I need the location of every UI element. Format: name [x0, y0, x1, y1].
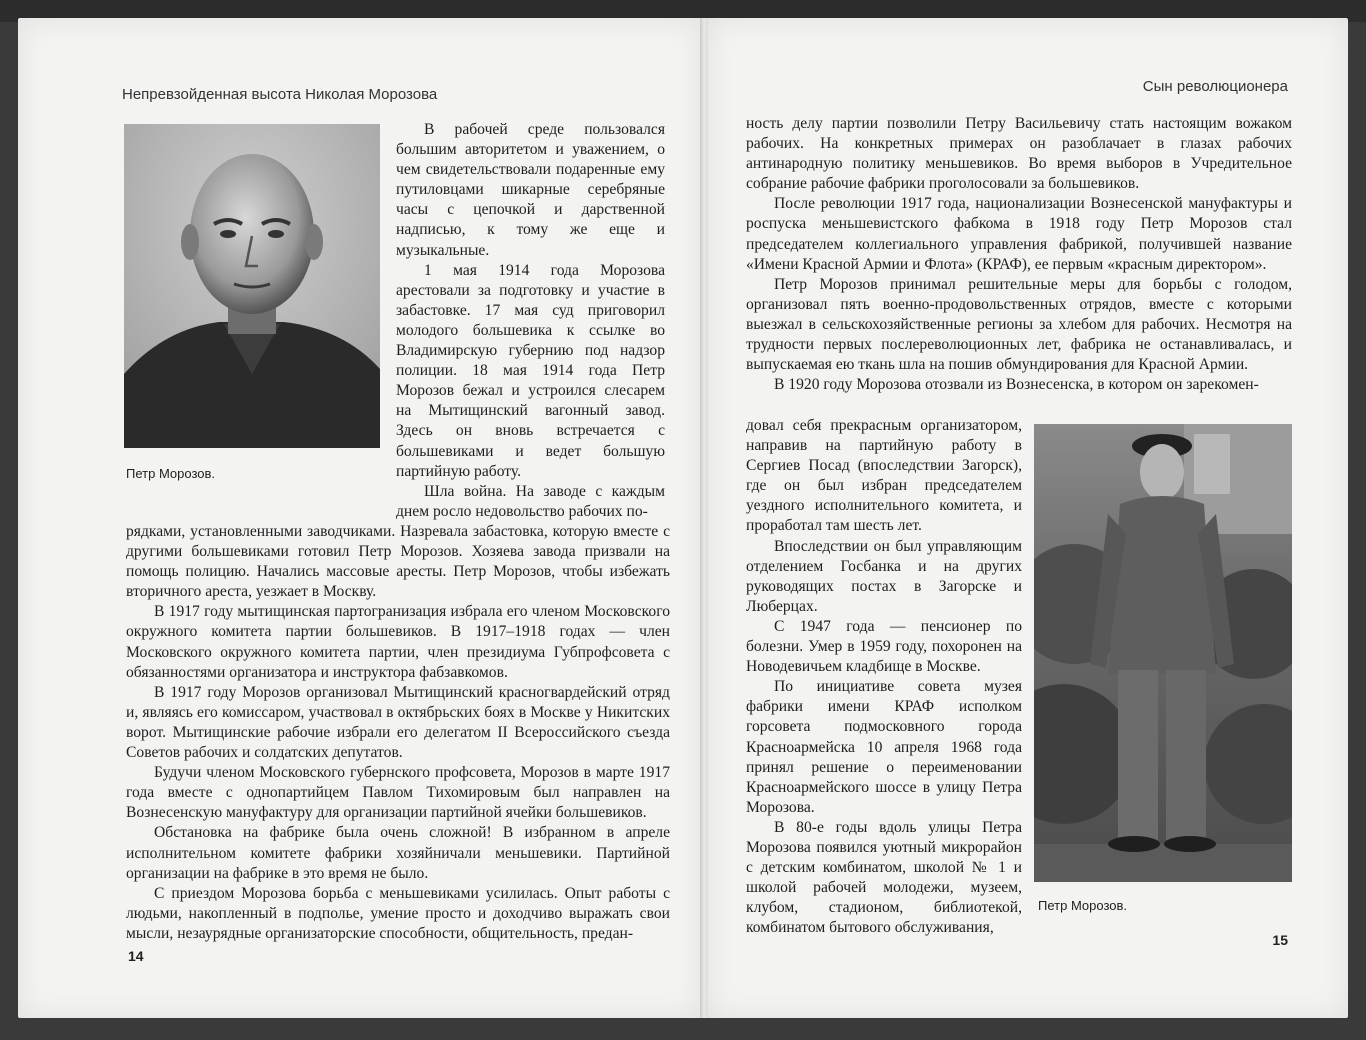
- left-full-width-text: [126, 522, 670, 944]
- paragraph: С 1947 года — пенсионер по болезни. Умер в 1959 году, похоронен на Новодевичьем кладбище в Москве.: [746, 617, 1022, 676]
- paragraph: ность делу партии позволили Петру Васильевичу стать настоящим вожаком рабочих. На конкретных примерах он разоблачает в глазах рабочих антинародную политику меньшевиков. Во время выборов в Учредительное собрание рабочие фабрики проголосовали за большевиков.: [746, 115, 1292, 193]
- standing-man-photo: [1034, 424, 1292, 882]
- left-running-head: Непревзойденная высота Николая Морозова: [122, 86, 438, 103]
- left-photo-caption: Петр Морозов.: [126, 466, 216, 481]
- paragraph: Впоследствии он был управляющим отделением Госбанка и на других руководящих постах в Загорске и Люберцах.: [746, 537, 1022, 615]
- portrait-photo-image: [124, 124, 380, 448]
- right-page: [708, 18, 1348, 1018]
- paragraph: После революции 1917 года, национализации Вознесенской мануфактуры и роспуска меньшевистского фабкома в 1918 году Петр Морозов стал председателем коллегиального управления фабрикой, получившей название «Имени Красной Армии и Флота» (КРАФ), ее первым «красным директором».: [746, 195, 1292, 273]
- right-full-width-text: [746, 114, 1292, 395]
- paragraph: 1 мая 1914 года Морозова арестовали за подготовку и участие в забастовке. 17 мая суд приговорил молодого большевика к ссылке во Владимирскую губернию под надзор полиции. 18 мая 1914 года Петр Морозов бежал и устроился слесарем на Мытищинский вагонный завод. Здесь он вновь встречается с большевиками и ведет большую партийную работу.: [396, 261, 665, 480]
- standing-man-photo-image: [1034, 424, 1292, 882]
- paragraph: С приездом Морозова борьба с меньшевиками усилилась. Опыт работы с людьми, накопленный в подполье, умение просто и доходчиво выражать свои мысли, незаурядные организаторские способности, общительность, предан-: [126, 884, 670, 942]
- paragraph: Шла война. На заводе с каждым днем росло недовольство рабочих по-: [396, 482, 665, 520]
- right-beside-photo-text: [746, 416, 1022, 938]
- paragraph: рядками, установленными заводчиками. Назревала забастовка, которую вместе с другими большевиками готовил Петр Морозов. Хозяева завода призвали на помощь полицию. Начались массовые аресты. Петр Морозов, чтобы избежать вторичного ареста, уезжает в Москву.: [126, 523, 670, 601]
- paragraph: По инициативе совета музея фабрики имени КРАФ исполком горсовета подмосковного города Красноармейска 10 апреля 1968 года принял решение о переименовании Красноармейского шоссе в улицу Петра Морозова.: [746, 678, 1022, 816]
- paragraph: В 1917 году мытищинская партогранизация избрала его членом Московского окружного комитета партии большевиков. В 1917–1918 годах — член Московского окружного комитета партии, член президиума Губпрофсовета с обязанностями организатора и инструктора фабзавкомов.: [126, 603, 670, 681]
- paragraph: довал себя прекрасным организатором, направив на партийную работу в Сергиев Посад (впоследствии Загорск), где он был избран председателем уездного исполнительного комитета, и проработал там шесть лет.: [746, 417, 1022, 535]
- paragraph: Будучи членом Московского губернского профсовета, Морозов в марте 1917 года вместе с однопартийцем Павлом Тихомировым был направлен на Вознесенскую мануфактуру для организации партийной ячейки большевиков.: [126, 764, 670, 822]
- paragraph: Обстановка на фабрике была очень сложной! В избранном в апреле исполнительном комитете фабрики хозяйничали меньшевики. Партийной организации на фабрике в это время не было.: [126, 824, 670, 882]
- paragraph: В рабочей среде пользовался большим авторитетом и уважением, о чем свидетельствовали подаренные ему путиловцами шикарные серебряные часы с цепочкой и дарственной надписью, к тому же еще и музыкальные.: [396, 121, 665, 259]
- paragraph: Петр Морозов принимал решительные меры для борьбы с голодом, организовал пять военно-продовольственных отрядов, вместе с которыми выезжал в сельскохозяйственные регионы за хлебом для рабочих. Несмотря на трудности первых послереволюционных лет, фабрика не останавливалась, и выпускаемая ею ткань шла на пошив обмундирования для Красной Армии.: [746, 275, 1292, 374]
- paragraph: В 1920 году Морозова отозвали из Вознесенска, в котором он зарекомен-: [774, 376, 1259, 394]
- right-running-head: Сын революционера: [1142, 78, 1288, 95]
- portrait-photo: [124, 124, 380, 448]
- left-page: [18, 18, 702, 1018]
- paragraph: В 1917 году Морозов организовал Мытищинский красногвардейский отряд и, являясь его комиссаром, участвовал в октябрьских боях в Москве у Никитских ворот. Мытищинские рабочие избрали его делегатом II Всероссийского съезда Советов рабочих и солдатских депутатов.: [126, 683, 670, 762]
- paragraph: В 80-е годы вдоль улицы Петра Морозова появился уютный микрорайон с детским комбинатом, школой № 1 и школой рабочей молодежи, музеем, клубом, стадионом, библиотекой, комбинатом бытового обслуживания,: [746, 818, 1022, 937]
- right-photo-caption: Петр Морозов.: [1038, 898, 1128, 913]
- right-page-number: 15: [1272, 932, 1288, 948]
- left-page-number: 14: [128, 948, 144, 964]
- left-beside-photo-text: [396, 120, 665, 522]
